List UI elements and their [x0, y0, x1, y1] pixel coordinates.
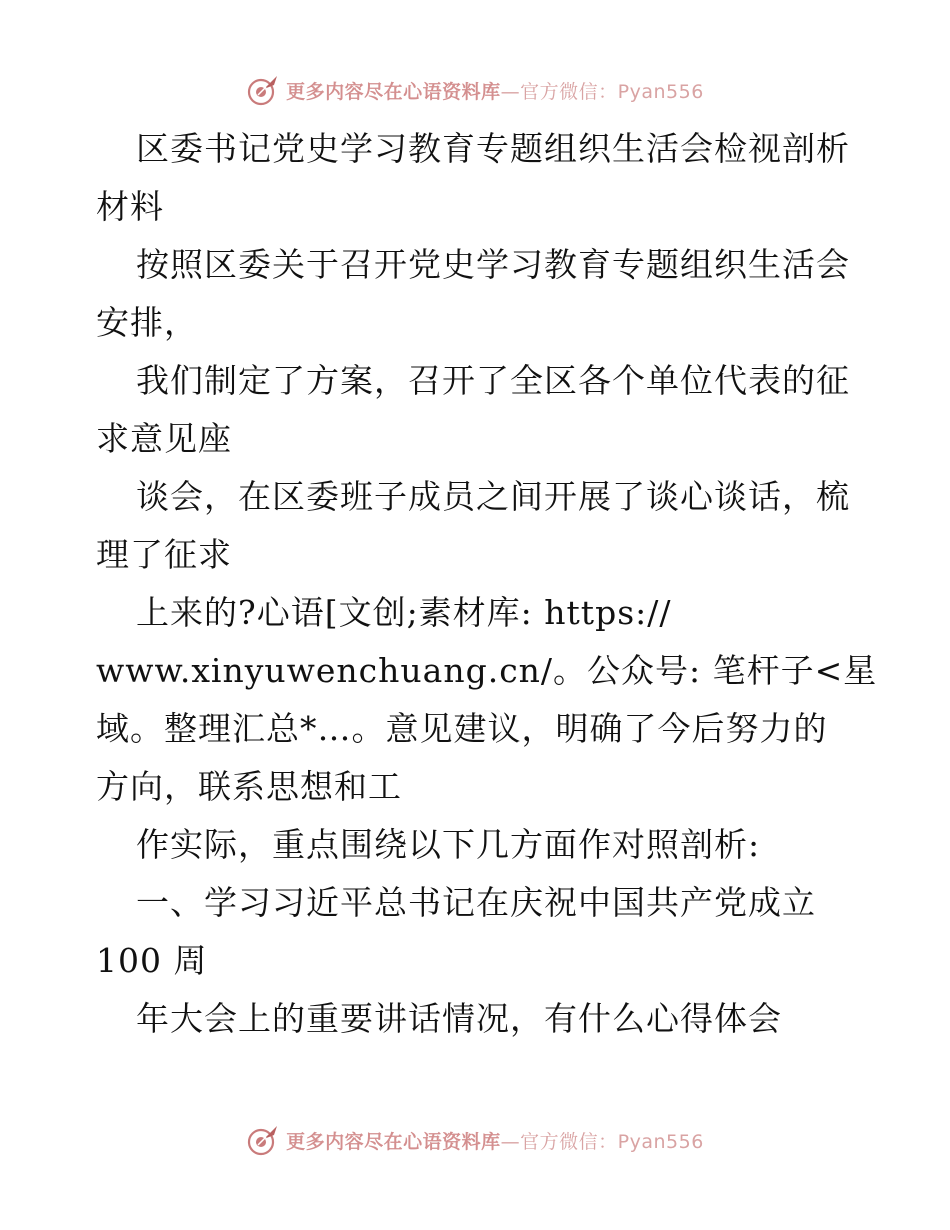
document-body [96, 120, 878, 1048]
header-banner-text: 更多内容尽在心语资料库—官方微信：Pyan556 [286, 80, 704, 103]
document-line: 理了征求 [96, 535, 232, 574]
document-line: 材料 [96, 187, 164, 226]
footer-watermark-banner [0, 1120, 950, 1160]
document-line: 方向，联系思想和工 [96, 767, 402, 806]
document-line: 谈会，在区委班子成员之间开展了谈心谈话，梳 [136, 477, 850, 516]
document-line: 我们制定了方案，召开了全区各个单位代表的征 [136, 361, 850, 400]
document-line: www.xinyuwenchuang.cn/。公众号: 笔杆子<星 [96, 651, 878, 690]
footer-banner-text: 更多内容尽在心语资料库—官方微信：Pyan556 [286, 1130, 704, 1153]
document-line: 作实际，重点围绕以下几方面作对照剖析: [136, 825, 761, 864]
quill-logo-icon [246, 1123, 280, 1157]
document-line: 上来的?心语[文创;素材库: https:// [136, 593, 672, 632]
document-line: 域。整理汇总*…。意见建议，明确了今后努力的 [96, 709, 828, 748]
document-line: 100 周 [96, 941, 208, 980]
document-line: 求意见座 [96, 419, 232, 458]
document-line: 按照区委关于召开党史学习教育专题组织生活会 [136, 245, 850, 284]
document-line: 区委书记党史学习教育专题组织生活会检视剖析 [136, 129, 850, 168]
header-watermark-banner [0, 70, 950, 110]
quill-logo-icon [246, 73, 280, 107]
document-line: 年大会上的重要讲话情况，有什么心得体会 [136, 999, 782, 1038]
document-line: 一、学习习近平总书记在庆祝中国共产党成立 [136, 883, 816, 922]
document-line: 安排， [96, 303, 198, 342]
